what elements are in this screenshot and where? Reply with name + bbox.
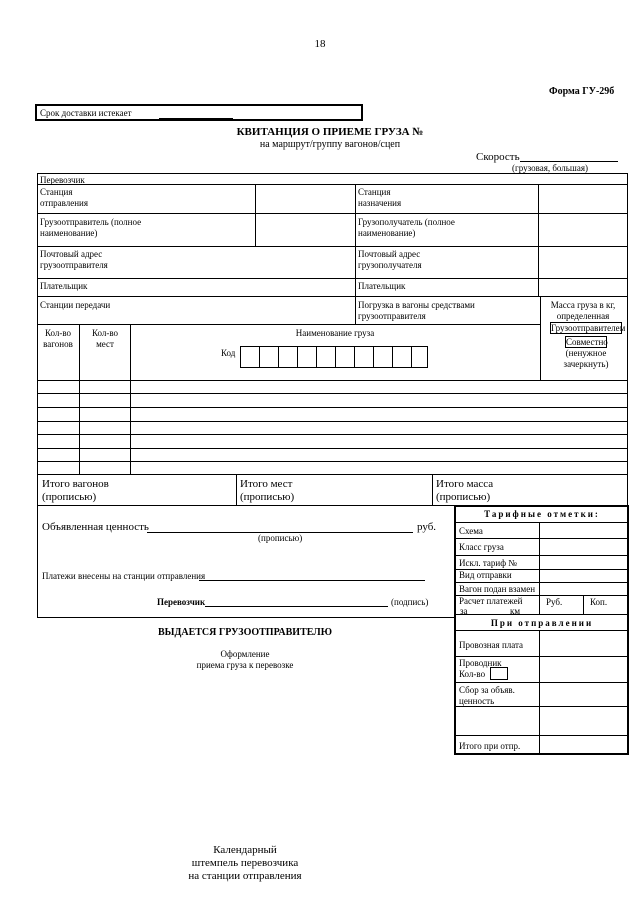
receipt-title: КВИТАНЦИЯ О ПРИЕМЕ ГРУЗА № (236, 126, 424, 138)
signature-label: (подпись) (391, 597, 429, 607)
consignee-label: Грузополучатель (полное наименование) (358, 217, 455, 238)
col-wagons: Кол-во вагонов (43, 328, 73, 349)
payer-right-label: Плательщик (358, 281, 406, 291)
issued-to-label: ВЫДАЕТСЯ ГРУЗООТПРАВИТЕЛЮ (157, 627, 332, 638)
station-departure-label: Станция отправления (40, 187, 89, 208)
tariff-title: Тарифные отметки: (484, 509, 600, 519)
registration-label: Оформление приема груза к перевозке (196, 649, 294, 670)
transfer-stations-label: Станции передачи (40, 300, 111, 310)
mass-option-joint: Совместно (566, 337, 608, 347)
dispatch-total-label: Итого при отпр. (459, 741, 521, 751)
tariff-row-wagon-replace: Вагон подан взамен (459, 584, 536, 594)
loading-means-label: Погрузка в вагоны средствами грузоотправителя (358, 300, 475, 321)
receipt-subtitle: на маршрут/группу вагонов/сцеп (259, 139, 401, 150)
consignor-address-label: Почтовый адрес грузоотправителя (40, 249, 108, 270)
mass-label: Масса груза в кг, определенная (550, 300, 616, 321)
tariff-row-exc-tariff: Искл. тариф № (459, 558, 517, 568)
carrier-signature-line (205, 606, 388, 607)
payment-for-label: за (460, 606, 468, 616)
payment-rub-label: Руб. (546, 597, 563, 607)
declared-value-in-words: (прописью) (258, 533, 303, 543)
total-places-label: Итого мест (прописью) (240, 478, 295, 503)
col-places: Кол-во мест (91, 328, 119, 349)
page-number: 18 (314, 38, 326, 50)
mass-note: (ненужное зачеркнуть) (563, 348, 609, 369)
stamp-label: Календарный штемпель перевозчика на станции отправления (188, 844, 302, 882)
escorts-qty-label: Кол-во (459, 669, 486, 679)
payments-label: Платежи внесены на станции отправления (42, 571, 206, 581)
speed-label: Скорость (476, 151, 520, 163)
delivery-deadline-box (35, 104, 363, 121)
freight-charge-label: Провозная плата (459, 640, 524, 650)
declared-value-currency: руб. (417, 521, 437, 533)
code-label: Код (221, 348, 236, 358)
payment-kop-label: Коп. (590, 597, 608, 607)
col-cargo-name: Наименование груза (295, 328, 375, 338)
payment-km-label: км (510, 606, 521, 616)
total-wagons-label: Итого вагонов (прописью) (42, 478, 109, 503)
dispatch-title: При отправлении (490, 618, 594, 628)
escorts-qty-box (490, 667, 508, 680)
total-mass-label: Итого масса (прописью) (436, 478, 494, 503)
delivery-deadline-line (159, 118, 233, 119)
value-fee-label: Сбор за объяв. ценность (459, 685, 515, 706)
declared-value-label: Объявленная ценность (42, 521, 149, 533)
speed-hint: (грузовая, большая) (512, 163, 588, 173)
delivery-deadline-label: Срок доставки истекает (40, 108, 132, 118)
value-carrier-label: Перевозчик (157, 597, 206, 607)
mass-option-consignor: Грузоотправителем (551, 323, 626, 333)
consignee-address-label: Почтовый адрес грузополучателя (358, 249, 422, 270)
payment-calc-label: Расчет платежей (459, 596, 523, 606)
consignor-label: Грузоотправитель (полное наименование) (40, 217, 142, 238)
payer-left-label: Плательщик (40, 281, 88, 291)
station-destination-label: Станция назначения (358, 187, 402, 208)
tariff-row-class: Класс груза (459, 542, 504, 552)
escorts-label: Проводник (459, 658, 502, 668)
tariff-row-shipment-type: Вид отправки (459, 570, 512, 580)
carrier-label: Перевозчик (40, 175, 85, 185)
tariff-row-scheme: Схема (459, 526, 483, 536)
speed-line (520, 161, 618, 162)
form-code: Форма ГУ-29б (549, 86, 615, 97)
payments-line (199, 580, 425, 581)
code-cells (240, 346, 428, 368)
